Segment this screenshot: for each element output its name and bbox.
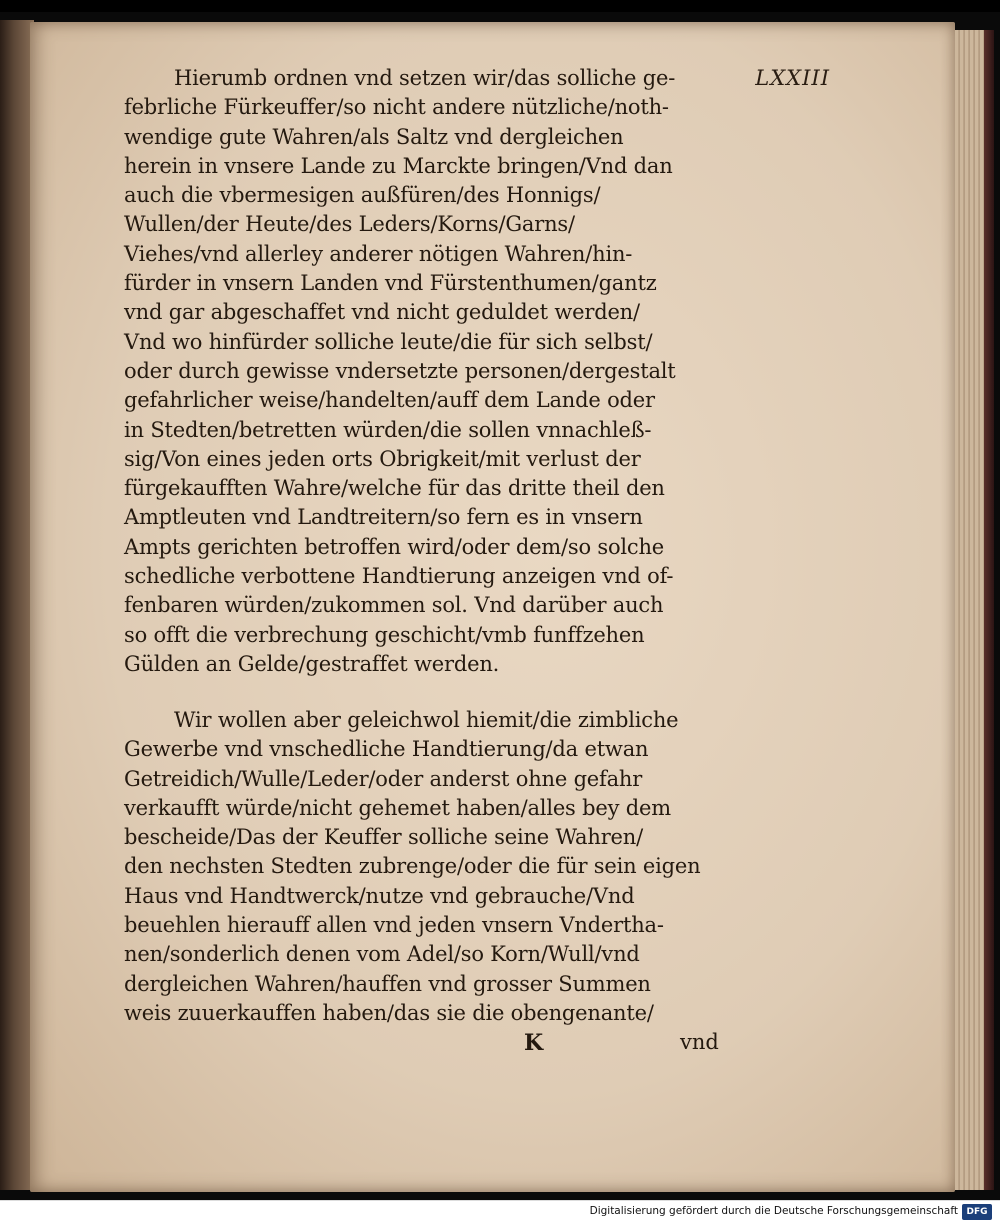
text-line: Getreidich/Wulle/Leder/oder anderst ohne gefahr xyxy=(124,766,643,791)
text-line: wendige gute Wahren/als Saltz vnd dergleichen xyxy=(124,124,624,149)
funding-notice: Digitalisierung gefördert durch die Deutsche Forschungsgemeinschaft xyxy=(589,1205,958,1217)
text-line: vnd gar abgeschaffet vnd nicht geduldet werden/ xyxy=(124,300,640,325)
text-line: fürder in vnsern Landen vnd Fürstenthumen/gantz xyxy=(124,271,657,296)
text-line: fenbaren würden/zukommen sol. Vnd darüber auch xyxy=(124,593,664,618)
text-line: schedliche verbottene Handtierung anzeigen vnd of- xyxy=(124,564,674,589)
text-line: sig/Von eines jeden orts Obrigkeit/mit verlust der xyxy=(124,446,641,471)
text-line: herein in vnsere Lande zu Marckte bringen/Vnd dan xyxy=(124,153,673,178)
text-line: so offt die verbrechung geschicht/vmb funffzehen xyxy=(124,622,645,647)
book-left-edge xyxy=(0,20,34,1190)
paragraph-1 xyxy=(124,64,744,679)
text-line: nen/sonderlich denen vom Adel/so Korn/Wull/vnd xyxy=(124,942,640,967)
page-foot xyxy=(124,1030,744,1060)
text-line: Amptleuten vnd Landtreitern/so fern es in vnsern xyxy=(124,505,643,530)
text-line: bescheide/Das der Keuffer solliche seine Wahren/ xyxy=(124,825,643,850)
book-cover-edge xyxy=(984,30,994,1190)
catchword: vnd xyxy=(680,1030,719,1054)
text-line: oder durch gewisse vndersetzte personen/dergestalt xyxy=(124,358,676,383)
text-line: in Stedten/betretten würden/die sollen vnnachleß- xyxy=(124,417,652,442)
text-line: weis zuuerkauffen haben/das sie die obengenante/ xyxy=(124,1000,654,1025)
page-number: LXXIII xyxy=(755,66,830,90)
paragraph-2 xyxy=(124,706,744,1028)
text-line: beuehlen hierauff allen vnd jeden vnsern Vndertha- xyxy=(124,913,664,938)
text-line: Wullen/der Heute/des Leders/Korns/Garns/ xyxy=(124,212,575,237)
text-line: auch die vbermesigen außfüren/des Honnigs/ xyxy=(124,183,601,208)
text-line: Vnd wo hinfürder solliche leute/die für sich selbst/ xyxy=(124,329,653,354)
text-line: den nechsten Stedten zubrenge/oder die für sein eigen xyxy=(124,854,701,879)
text-line: Hierumb ordnen vnd setzen wir/das solliche ge- xyxy=(174,66,676,90)
text-line: febrliche Fürkeuffer/so nicht andere nützliche/noth- xyxy=(124,95,669,120)
text-line: verkaufft würde/nicht gehemet haben/alles bey dem xyxy=(124,795,671,820)
footer-divider xyxy=(0,1200,1000,1201)
text-line: Viehes/vnd allerley anderer nötigen Wahren/hin- xyxy=(124,241,633,266)
text-line: Gülden an Gelde/gestraffet werden. xyxy=(124,651,500,676)
dfg-logo-icon: DFG xyxy=(962,1204,992,1220)
text-line: gefahrlicher weise/handelten/auff dem Lande oder xyxy=(124,388,655,413)
text-line: fürgekaufften Wahre/welche für das dritte theil den xyxy=(124,476,665,501)
text-line: Wir wollen aber geleichwol hiemit/die zimbliche xyxy=(174,708,679,732)
signature-mark: K xyxy=(524,1030,544,1056)
text-line: Haus vnd Handtwerck/nutze vnd gebrauche/Vnd xyxy=(124,883,635,908)
text-line: Gewerbe vnd vnschedliche Handtierung/da etwan xyxy=(124,737,649,762)
text-line: Ampts gerichten betroffen wird/oder dem/so solche xyxy=(124,534,665,559)
digitization-footer xyxy=(0,1200,1000,1225)
text-line: dergleichen Wahren/hauffen vnd grosser Summen xyxy=(124,971,651,996)
